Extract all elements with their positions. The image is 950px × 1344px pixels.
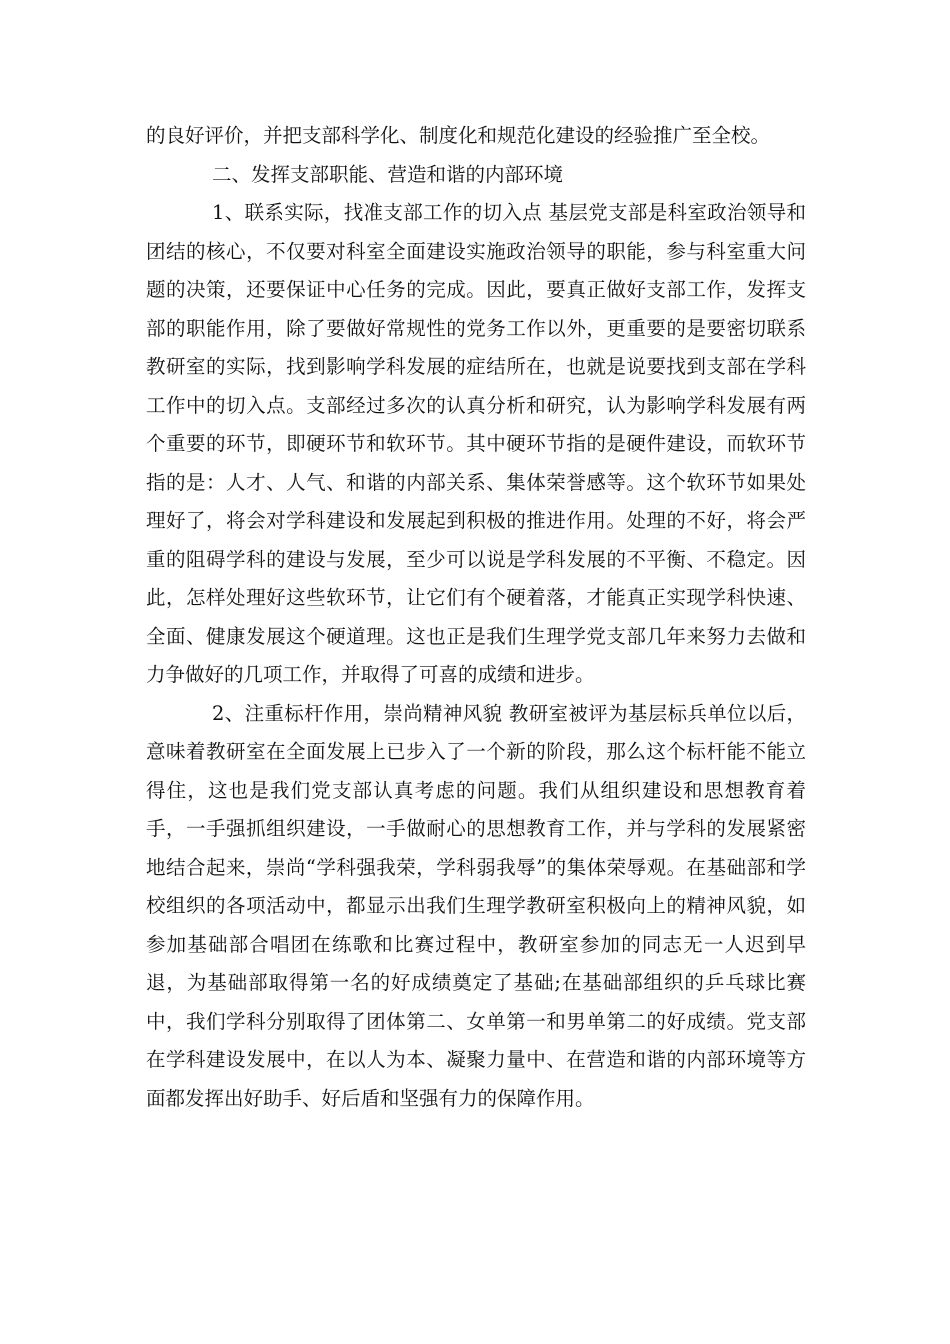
paragraph-continuation: 的良好评价，并把支部科学化、制度化和规范化建设的经验推广至全校。 [146,124,771,147]
section-heading: 二、发挥支部职能、营造和谐的内部环境 [212,162,564,186]
paragraph-item-2: 2、注重标杆作用，崇尚精神风貌 教研室被评为基层标兵单位以后，意味着教研室在全面发展上已步入了一个新的阶段，那么这个标杆能不能立得住，这也是我们党支部认真考虑的问题。我们从组织建设和思想教育着手，一手强抓组织建设，一手做耐心的思想教育工作，并与学科的发展紧密地结合起来，崇尚“学科强我荣，学科弱我辱”的集体荣辱观。在基础部和学校组织的各项活动中，都显示出我们生理学教研室积极向上的精神风貌，如参加基础部合唱团在练歌和比赛过程中，教研室参加的同志无一人迟到早退，为基础部取得第一名的好成绩奠定了基础;在基础部组织的乒乓球比赛中，我们学科分别取得了团体第二、女单第一和男单第二的好成绩。党支部在学科建设发展中，在以人为本、凝聚力量中、在营造和谐的内部环境等方面都发挥出好助手、好后盾和坚强有力的保障作用。 [146,701,806,1110]
document-page [146,117,806,1118]
paragraph-item-1: 1、联系实际，找准支部工作的切入点 基层党支部是科室政治领导和团结的核心，不仅要对科室全面建设实施政治领导的职能，参与科室重大问题的决策，还要保证中心任务的完成。因此，要真正做好支部工作，发挥支部的职能作用，除了要做好常规性的党务工作以外，更重要的是要密切联系教研室的实际，找到影响学科发展的症结所在，也就是说要找到支部在学科工作中的切入点。支部经过多次的认真分析和研究，认为影响学科发展有两个重要的环节，即硬环节和软环节。其中硬环节指的是硬件建设，而软环节指的是：人才、人气、和谐的内部关系、集体荣誉感等。这个软环节如果处理好了，将会对学科建设和发展起到积极的推进作用。处理的不好，将会严重的阻碍学科的建设与发展，至少可以说是学科发展的不平衡、不稳定。因此，怎样处理好这些软环节，让它们有个硬着落，才能真正实现学科快速、全面、健康发展这个硬道理。这也正是我们生理学党支部几年来努力去做和力争做好的几项工作，并取得了可喜的成绩和进步。 [146,201,806,686]
